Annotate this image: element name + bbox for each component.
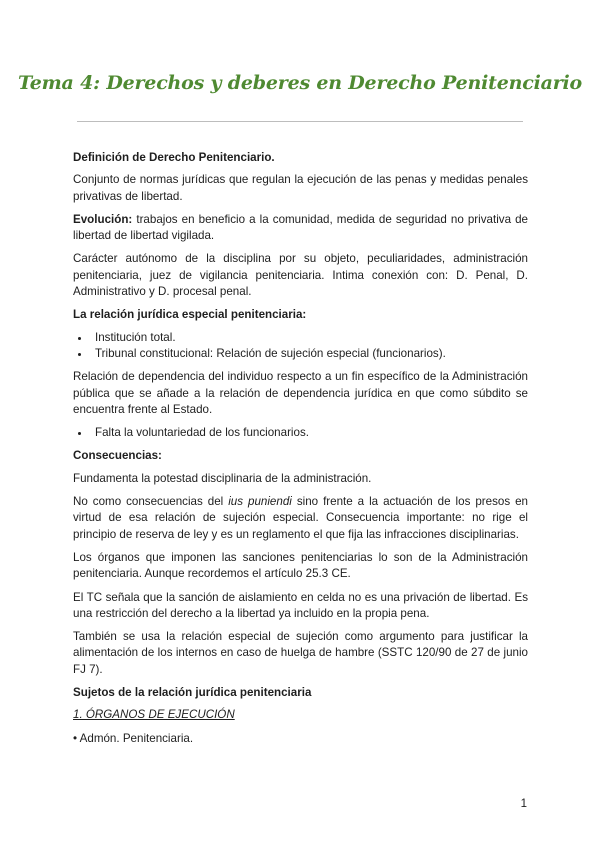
evolution-label: Evolución: xyxy=(73,212,133,226)
relation-list xyxy=(73,330,528,363)
document-body xyxy=(73,150,528,754)
title-divider xyxy=(77,121,523,122)
relation-heading: La relación jurídica especial penitenciaria: xyxy=(73,308,307,322)
list-item: • Falta la voluntariedad de los funcionarios. xyxy=(91,425,528,441)
dependency-paragraph: Relación de dependencia del individuo respecto a un fin específico de la Administración pública que se añade a la relación de dependencia jurídica en que como súbdito se encuentra frente al Estado. xyxy=(73,370,528,416)
ius-puniendi-paragraph xyxy=(73,494,528,543)
consequences-heading: Consecuencias: xyxy=(73,449,162,463)
list-item: • Tribunal constitucional: Relación de sujeción especial (funcionarios). xyxy=(91,346,528,362)
evolution-text: trabajos en beneficio a la comunidad, medida de seguridad no privativa de libertad de libertad vigilada. xyxy=(73,212,528,243)
definition-paragraph: Conjunto de normas jurídicas que regulan la ejecución de las penas y medidas penales privativas de libertad. xyxy=(73,173,528,203)
evolution-paragraph xyxy=(73,212,528,245)
ius-puniendi-term: ius puniendi xyxy=(228,495,292,509)
document-title: Tema 4: Derechos y deberes en Derecho Penitenciario xyxy=(18,72,582,94)
page-number: 1 xyxy=(520,798,527,810)
subjects-heading: Sujetos de la relación jurídica penitenciaria xyxy=(73,686,312,700)
disciplinary-paragraph: Fundamenta la potestad disciplinaria de la administración. xyxy=(73,471,372,485)
definition-heading: Definición de Derecho Penitenciario. xyxy=(73,151,275,164)
tc-paragraph: El TC señala que la sanción de aislamiento en celda no es una privación de libertad. Es una restricción del derecho a la libertad ya incluido en la propia pena. xyxy=(73,590,528,620)
hunger-strike-paragraph: También se usa la relación especial de sujeción como argumento para justificar la alimentación de los internos en caso de huelga de hambre (SSTC 120/90 de 27 de junio FJ 7). xyxy=(73,630,528,676)
character-paragraph: Carácter autónomo de la disciplina por su objeto, peculiaridades, administración penitenciaria, juez de vigilancia penitenciaria. Intima conexión con: D. Penal, D. Administrativo y D. procesal penal. xyxy=(73,252,528,299)
admon-item: • Admón. Penitenciaria. xyxy=(73,731,194,745)
voluntariness-list xyxy=(73,425,528,441)
organs-paragraph: Los órganos que imponen las sanciones penitenciarias lo son de la Administración penitenciaria. Aunque recordemos el artículo 25.3 CE. xyxy=(73,550,528,581)
execution-organs-subheading: 1. ÓRGANOS DE EJECUCIÓN xyxy=(73,708,235,722)
list-item: • Institución total. xyxy=(91,330,528,346)
ius-post-text: sino frente a la actuación de los presos en virtud de esa relación de sujeción especial. Consecuencia importante: no rige el principio de reserva de ley y es un reglamento el que fija las infracciones disciplinarias. xyxy=(73,495,528,541)
ius-pre-text: No como consecuencias del xyxy=(73,495,229,509)
